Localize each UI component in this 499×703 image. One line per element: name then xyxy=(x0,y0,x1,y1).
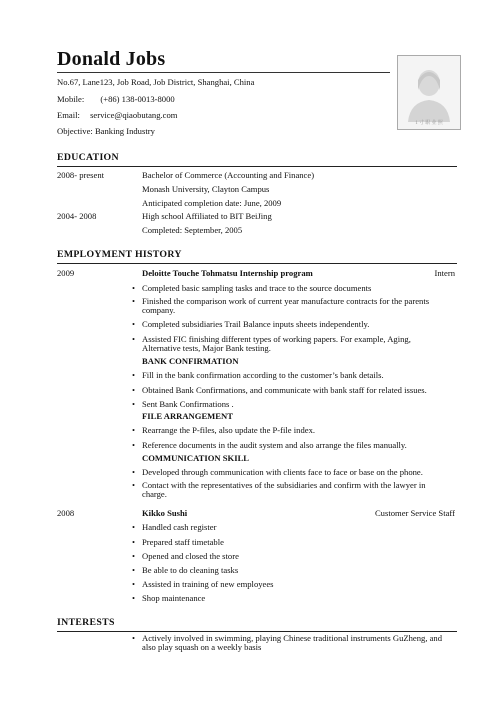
list-item: • Finished the comparison work of current year manufacture contracts for the parents company. xyxy=(132,296,430,316)
list-item: • Shop maintenance xyxy=(132,593,206,603)
job-role: Customer Service Staff xyxy=(374,508,455,518)
list-item: • Be able to do cleaning tasks xyxy=(132,565,239,575)
education-line: Anticipated completion date: June, 2009 xyxy=(142,198,282,208)
list-item: • Handled cash register xyxy=(132,522,217,532)
list-item: • Fill in the bank confirmation according to the customer’s bank details. xyxy=(132,370,384,380)
candidate-name: Donald Jobs xyxy=(57,48,166,70)
email-line xyxy=(57,110,177,121)
list-item: • Prepared staff timetable xyxy=(132,537,224,547)
job-company: Deloitte Touche Tohmatsu Internship program xyxy=(142,268,313,278)
list-item: • Reference documents in the audit system and also arrange the files manually. xyxy=(132,440,407,450)
list-item: • Assisted FIC finishing different types of working papers. For example, Aging, Alternative tests, Major Bank testing. xyxy=(132,334,411,354)
list-item: • Obtained Bank Confirmations, and communicate with bank staff for related issues. xyxy=(132,385,427,395)
job-date: 2009 xyxy=(57,268,75,278)
education-date: 2004- 2008 xyxy=(57,211,97,221)
education-date: 2008- present xyxy=(57,170,105,180)
education-line: Bachelor of Commerce (Accounting and Finance) xyxy=(142,170,315,180)
employment-divider xyxy=(57,263,457,264)
list-item: • Actively involved in swimming, playing Chinese traditional instruments GuZheng, and also play squash on a weekly basis xyxy=(132,633,443,653)
education-heading: EDUCATION xyxy=(57,152,119,163)
job-role: Intern xyxy=(434,268,455,278)
email-label: Email: xyxy=(57,110,80,120)
email-value[interactable]: service@qiaobutang.com xyxy=(90,110,178,120)
employment-heading: EMPLOYMENT HISTORY xyxy=(57,249,182,260)
list-item: • Completed subsidiaries Trail Balance inputs sheets independently. xyxy=(132,319,370,329)
subsection-title: COMMUNICATION SKILL xyxy=(142,453,250,463)
objective-line xyxy=(57,126,155,137)
objective-value: Banking Industry xyxy=(94,126,155,136)
subsection-title: BANK CONFIRMATION xyxy=(142,356,239,366)
list-item: • Completed basic sampling tasks and trace to the source documents xyxy=(132,283,372,293)
list-item: • Sent Bank Confirmations . xyxy=(132,399,234,409)
list-item: • Opened and closed the store xyxy=(132,551,239,561)
list-item: • Rearrange the P-files, also update the P-file index. xyxy=(132,425,316,435)
education-line: High school Affiliated to BIT BeiJing xyxy=(142,211,272,221)
education-divider xyxy=(57,166,457,167)
list-item: • Assisted in training of new employees xyxy=(132,579,274,589)
profile-photo-placeholder xyxy=(397,55,461,130)
list-item: • Developed through communication with clients face to face or base on the phone. xyxy=(132,467,423,477)
name-divider xyxy=(57,72,390,73)
subsection-title: FILE ARRANGEMENT xyxy=(142,411,233,421)
address-line: No.67, Lane123, Job Road, Job District, Shanghai, China xyxy=(57,77,255,87)
photo-caption: 1 寸 职 业 照 xyxy=(415,121,443,126)
mobile-line xyxy=(57,94,175,105)
job-company: Kikko Sushi xyxy=(142,508,188,518)
job-date: 2008 xyxy=(57,508,75,518)
list-item: • Contact with the representatives of the subsidiaries and confirm with the lawyer in charge. xyxy=(132,480,426,500)
education-line: Completed: September, 2005 xyxy=(142,225,243,235)
mobile-label: Mobile: xyxy=(57,94,85,104)
education-line: Monash University, Clayton Campus xyxy=(142,184,270,194)
interests-heading: INTERESTS xyxy=(57,617,115,628)
mobile-value: (+86) 138-0013-8000 xyxy=(100,94,175,104)
objective-label: Objective: xyxy=(57,126,93,136)
interests-divider xyxy=(57,631,457,632)
